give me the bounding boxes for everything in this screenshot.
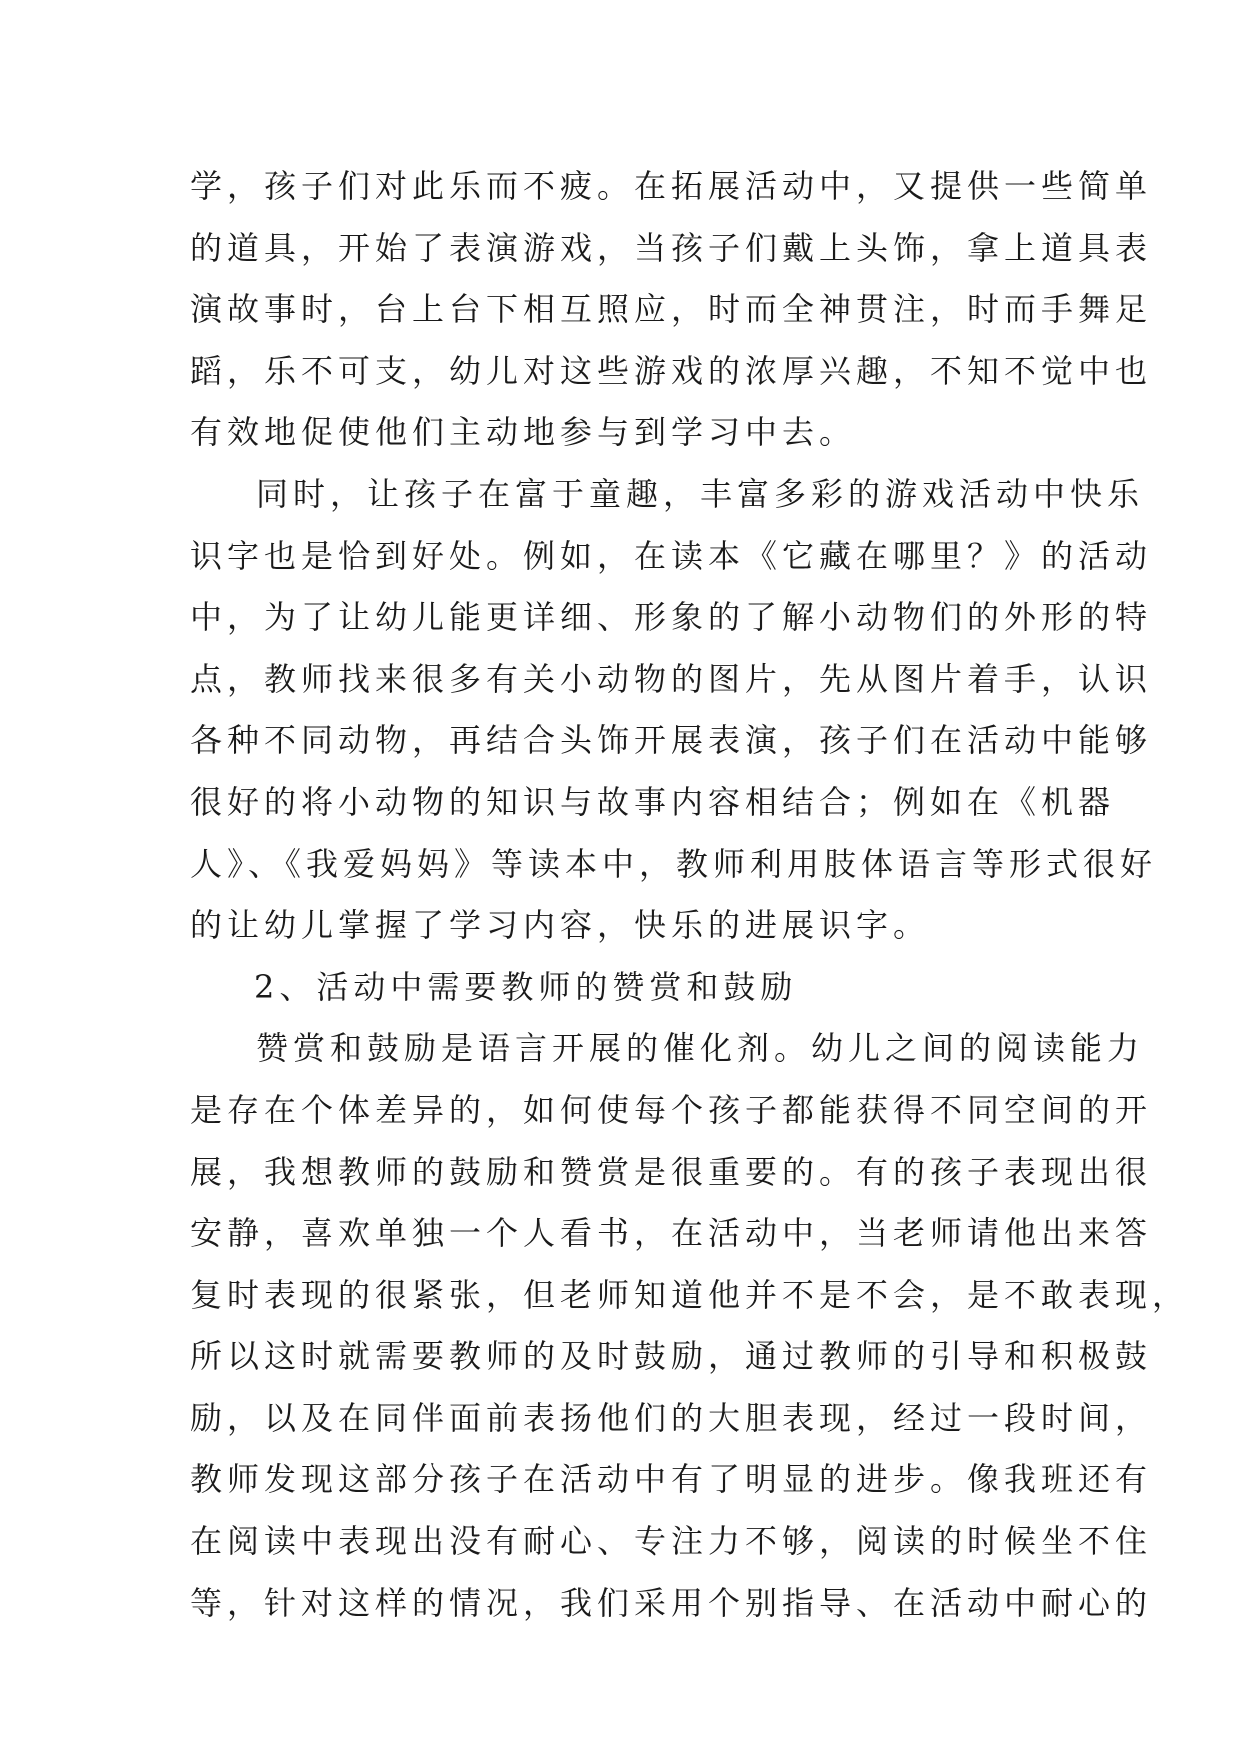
text-line: 识字也是恰到好处。例如，在读本《它藏在哪里？》的活动 <box>190 536 1153 575</box>
text-line: 励，以及在同伴面前表扬他们的大胆表现，经过一段时间， <box>190 1398 1153 1437</box>
text-line: 在阅读中表现出没有耐心、专注力不够，阅读的时候坐不住 <box>190 1522 1153 1561</box>
text-line: 教师发现这部分孩子在活动中有了明显的进步。像我班还有 <box>190 1460 1153 1499</box>
text-line: 各种不同动物，再结合头饰开展表演，孩子们在活动中能够 <box>190 721 1153 760</box>
text-line: 的道具，开始了表演游戏，当孩子们戴上头饰，拿上道具表 <box>190 228 1153 267</box>
text-line: 等，针对这样的情况，我们采用个别指导、在活动中耐心的 <box>190 1583 1153 1622</box>
text-line: 蹈，乐不可支，幼儿对这些游戏的浓厚兴趣，不知不觉中也 <box>190 351 1153 390</box>
text-line: 学，孩子们对此乐而不疲。在拓展活动中，又提供一些简单 <box>190 167 1153 205</box>
paragraph-first-line: 赞赏和鼓励是语言开展的催化剂。幼儿之间的阅读能力 <box>256 1029 1145 1068</box>
text-line: 复时表现的很紧张，但老师知道他并不是不会，是不敢表现， <box>190 1275 1190 1314</box>
paragraph-first-line: 同时，让孩子在富于童趣，丰富多彩的游戏活动中快乐 <box>256 474 1145 513</box>
text-line: 很好的将小动物的知识与故事内容相结合；例如在《机器 <box>190 782 1116 821</box>
text-line: 展，我想教师的鼓励和赞赏是很重要的。有的孩子表现出很 <box>190 1152 1153 1191</box>
text-line: 的让幼儿掌握了学习内容，快乐的进展识字。 <box>190 906 931 945</box>
text-line: 有效地促使他们主动地参与到学习中去。 <box>190 413 857 452</box>
section-heading: 2、活动中需要教师的赞赏和鼓励 <box>254 967 798 1006</box>
text-line: 是存在个体差异的，如何使每个孩子都能获得不同空间的开 <box>190 1090 1153 1129</box>
text-line: 人》、《我爱妈妈》等读本中，教师利用肢体语言等形式很好 <box>190 844 1158 883</box>
body-text <box>190 156 1190 1634</box>
text-line: 安静，喜欢单独一个人看书，在活动中，当老师请他出来答 <box>190 1214 1153 1253</box>
text-line: 点，教师找来很多有关小动物的图片，先从图片着手，认识 <box>190 659 1153 698</box>
text-line: 演故事时，台上台下相互照应，时而全神贯注，时而手舞足 <box>190 290 1153 329</box>
text-line: 中，为了让幼儿能更详细、形象的了解小动物们的外形的特 <box>190 598 1153 637</box>
text-line: 所以这时就需要教师的及时鼓励，通过教师的引导和积极鼓 <box>190 1337 1153 1376</box>
